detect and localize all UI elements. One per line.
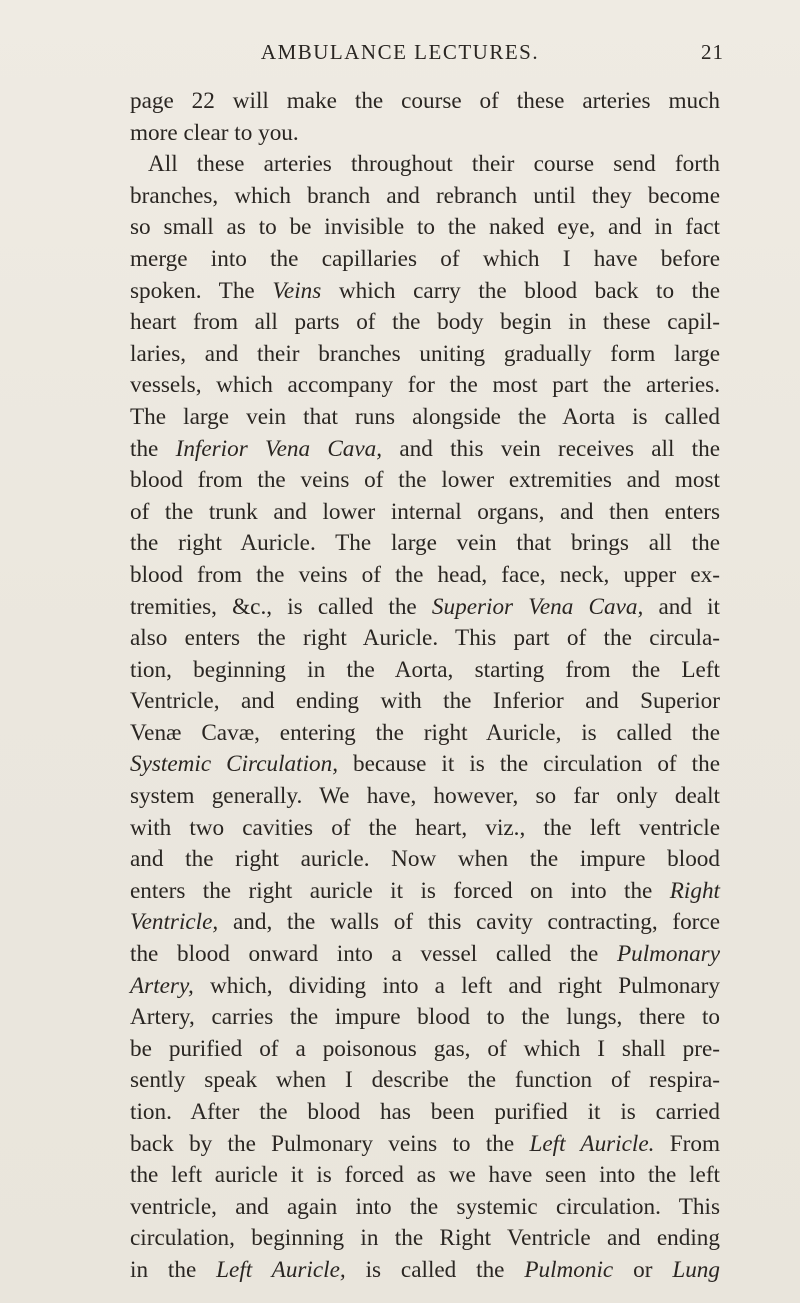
text-run: From (654, 1130, 720, 1157)
text-run: The large vein that runs alongside the Aorta is called (130, 403, 720, 430)
text-line (130, 813, 720, 845)
text-run: All these arteries throughout their course send forth (148, 151, 720, 178)
text-line (130, 781, 720, 813)
text-run: of the trunk and lower internal organs, and then enters (130, 498, 720, 525)
running-title: AMBULANCE LECTURES. (260, 40, 540, 64)
running-head (0, 40, 800, 72)
text-run: circulation, beginning in the Right Ventricle and ending (130, 1225, 720, 1252)
text-line (130, 686, 720, 718)
text-line (130, 339, 720, 371)
text-line (130, 86, 720, 118)
text-run: enters the right auricle it is forced on into the (130, 877, 670, 904)
text-run: blood from the veins of the head, face, neck, upper ex- (130, 561, 720, 588)
text-line (130, 560, 720, 592)
text-run: more clear to you. (130, 119, 299, 146)
text-run: with two cavities of the heart, viz., the left ventricle (130, 814, 720, 841)
text-run: back by the Pulmonary veins to the (130, 1130, 530, 1157)
text-run: and this vein receives all the (382, 435, 721, 462)
text-run: Venæ Cavæ, entering the right Auricle, is called the (130, 719, 720, 746)
text-run: laries, and their branches uniting gradually form large (130, 340, 720, 367)
text-run: in the (130, 1256, 217, 1283)
italic-term: Left Auricle, (216, 1256, 346, 1283)
text-line (130, 244, 720, 276)
text-line (130, 465, 720, 497)
text-line (130, 749, 720, 781)
text-line (130, 623, 720, 655)
italic-term: Right (669, 877, 720, 904)
text-run: tion, beginning in the Aorta, starting from the Left (130, 656, 720, 683)
text-run: spoken. The (130, 277, 273, 304)
text-run: and the right auricle. Now when the impure blood (130, 846, 720, 873)
text-run: vessels, which accompany for the most part the arteries. (130, 372, 720, 399)
text-line (130, 402, 720, 434)
text-run: or (613, 1256, 673, 1283)
text-line (130, 655, 720, 687)
text-run: and, the walls of this cavity contracting, force (218, 909, 720, 936)
text-line (130, 434, 720, 466)
text-run: system generally. We have, however, so far only dealt (130, 783, 720, 810)
italic-term: Systemic Circulation, (130, 751, 339, 778)
text-line (130, 1192, 720, 1224)
text-run: the right Auricle. The large vein that brings all the (130, 530, 720, 557)
text-run: because it is the circulation of the (338, 751, 720, 778)
text-line (130, 939, 720, 971)
text-run: sently speak when I describe the function of respira- (130, 1067, 720, 1094)
text-run: page 22 will make the course of these arteries much (130, 88, 720, 114)
italic-term: Inferior Vena Cava, (175, 435, 383, 462)
text-line (130, 876, 720, 908)
text-line (130, 1002, 720, 1034)
italic-term: Veins (272, 277, 322, 304)
text-run: tion. After the blood has been purified it is carried (130, 1099, 720, 1125)
italic-term: Artery, (130, 972, 194, 999)
text-line (130, 907, 720, 939)
text-line (130, 1160, 720, 1192)
text-run: which, dividing into a left and right Pulmonary (193, 972, 720, 999)
text-line (130, 1223, 720, 1255)
text-run: so small as to be invisible to the naked eye, and in fact (130, 214, 720, 241)
text-run: tremities, &c., is called the (130, 593, 432, 620)
text-line (130, 592, 720, 624)
italic-term: Pulmonary (616, 941, 720, 968)
text-run: the left auricle it is forced as we have seen into the left (130, 1162, 720, 1189)
text-run: which carry the blood back to the (321, 277, 720, 304)
text-run: ventricle, and again into the systemic circulation. This (130, 1193, 720, 1220)
text-line (130, 1097, 720, 1129)
text-run: Ventricle, and ending with the Inferior and Superior (130, 688, 720, 715)
page-number: 21 (701, 40, 724, 64)
text-run: Artery, carries the impure blood to the lungs, there to (130, 1004, 720, 1031)
text-line (130, 718, 720, 750)
text-line (130, 307, 720, 339)
text-line (130, 1034, 720, 1066)
text-run: the blood onward into a vessel called the (130, 941, 617, 968)
text-line (130, 118, 720, 150)
text-line (130, 497, 720, 529)
italic-term: Superior Vena Cava, (431, 593, 644, 620)
text-line (130, 181, 720, 213)
text-run: the (130, 435, 176, 462)
italic-term: Pulmonic (524, 1256, 614, 1283)
text-line (130, 212, 720, 244)
body-text (130, 86, 720, 1287)
text-run: branches, which branch and rebranch until they become (130, 182, 720, 209)
text-run: blood from the veins of the lower extremities and most (130, 467, 720, 494)
italic-term: Left Auricle. (529, 1130, 655, 1157)
italic-term: Ventricle, (130, 909, 219, 936)
text-line (130, 1065, 720, 1097)
text-line (130, 149, 720, 181)
text-line (130, 1129, 720, 1161)
text-line (130, 528, 720, 560)
text-run: be purified of a poisonous gas, of which I shall pre- (130, 1035, 720, 1062)
text-line (130, 276, 720, 308)
text-run: and it (643, 593, 720, 620)
text-line (130, 1255, 720, 1287)
italic-term: Lung (672, 1256, 720, 1283)
text-line (130, 971, 720, 1003)
text-line (130, 370, 720, 402)
text-line (130, 844, 720, 876)
text-run: heart from all parts of the body begin in these capil- (130, 309, 720, 336)
text-run: merge into the capillaries of which I have before (130, 245, 720, 272)
text-run: also enters the right Auricle. This part of the circula- (130, 625, 720, 652)
text-run: is called the (345, 1256, 525, 1283)
